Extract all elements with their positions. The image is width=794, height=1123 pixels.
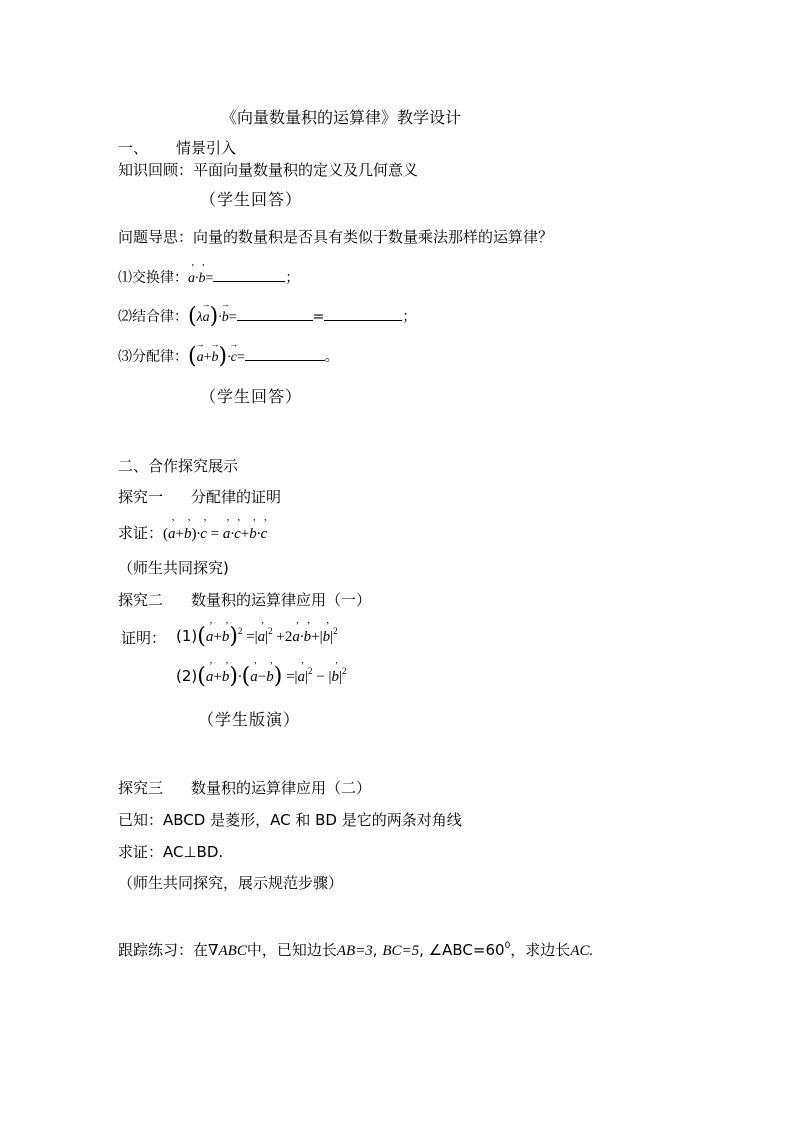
practice-ab: AB=3 (336, 943, 373, 959)
section2-heading: 二、合作探究展示 (118, 457, 239, 475)
given-statement: 已知：ABCD 是菱形，AC 和 BD 是它的两条对角线 (118, 811, 462, 829)
section1-heading: 情景引入 (176, 139, 237, 157)
explore1-title: 分配律的证明 (191, 488, 282, 506)
practice-triangle: ∇ABC (208, 943, 247, 959)
practice-ask: ，求边长 (510, 941, 571, 959)
explore3-title: 数量积的运算律应用（二） (191, 779, 372, 797)
proof-item-1-number: (1) (176, 627, 198, 645)
prove-perpendicular: 求证：AC⊥BD. (118, 843, 224, 861)
student-board-note: （学生版演） (198, 710, 301, 729)
knowledge-review: 知识回顾：平面向量数量积的定义及几何意义 (118, 161, 419, 179)
distributive-formula: (→ a+→ b)·→ c= (188, 350, 245, 365)
answer-blank[interactable] (324, 306, 402, 321)
commutative-formula: ’ a·’ b= (188, 271, 213, 286)
answer-blank[interactable] (237, 306, 313, 321)
associative-law: ⑵结合律：(λ→ a)·→ b= = ； (118, 306, 416, 328)
distributive-law-label: ⑶分配律： (118, 349, 188, 365)
practice-given: 中，已知边长 (246, 941, 337, 959)
practice-angle: ∠ABC=60 (428, 941, 505, 959)
answer-blank[interactable] (245, 346, 325, 361)
proof-item-2-number: (2) (176, 667, 198, 685)
proof-label: 证明： (121, 629, 167, 647)
associative-formula: (λ→ a)·→ b= (188, 310, 237, 325)
proof-formula-1: (’ a+’ b)$^2$ =|’ $a|^2 +2$’ a·’ b+|’ $b|^2$ (197, 629, 337, 645)
student-answer-note-1: （学生回答） (200, 190, 303, 209)
prove-label: 求证： (118, 524, 164, 542)
explore2-label: 探究二 (118, 591, 164, 609)
practice-angle-degree: 0 (504, 941, 511, 951)
practice-label: 跟踪练习：在 (118, 941, 209, 959)
proof-item-1 (176, 626, 338, 647)
answer-blank[interactable] (213, 267, 285, 282)
proof-item-2 (176, 666, 347, 687)
student-answer-note-2: （学生回答） (200, 387, 303, 406)
commutative-law-label: ⑴交换律： (118, 270, 188, 286)
commutative-law: ⑴交换律：’ a·’ b= ； (118, 267, 299, 289)
prove-distributive (118, 523, 267, 544)
distributive-law: ⑶分配律：(→ a+→ b)·→ c= 。 (118, 346, 339, 368)
explore3-label: 探究三 (118, 779, 164, 797)
joint-exploration-note-2: （师生共同探究，展示规范步骤） (118, 874, 344, 892)
practice-bc: BC=5 (382, 943, 420, 959)
explore1-label: 探究一 (118, 488, 164, 506)
distributive-proof-formula: (’ a+’ b)·’ c = ’ a·’ c+’ b·’ c (163, 526, 267, 542)
proof-formula-2: (’ a+’ b)·(’ a−’ b) =|’ $a|^2$ − |’ $b|^2$ (197, 669, 346, 685)
joint-exploration-note-1: （师生共同探究) (118, 559, 229, 577)
practice-ac: AC. (570, 943, 594, 959)
section1-heading-number: 一、 (118, 139, 149, 157)
page-title: 《向量数量积的运算律》教学设计 (221, 108, 462, 127)
guiding-question: 问题导思：向量的数量积是否具有类似于数量乘法那样的运算律？ (118, 228, 554, 246)
associative-law-label: ⑵结合律： (118, 309, 188, 325)
tracking-practice: 跟踪练习：在∇ABC中，已知边长AB=3, BC=5, $\angle ABC=60^0$，求边长AC. (118, 941, 594, 959)
explore2-title: 数量积的运算律应用（一） (191, 591, 372, 609)
